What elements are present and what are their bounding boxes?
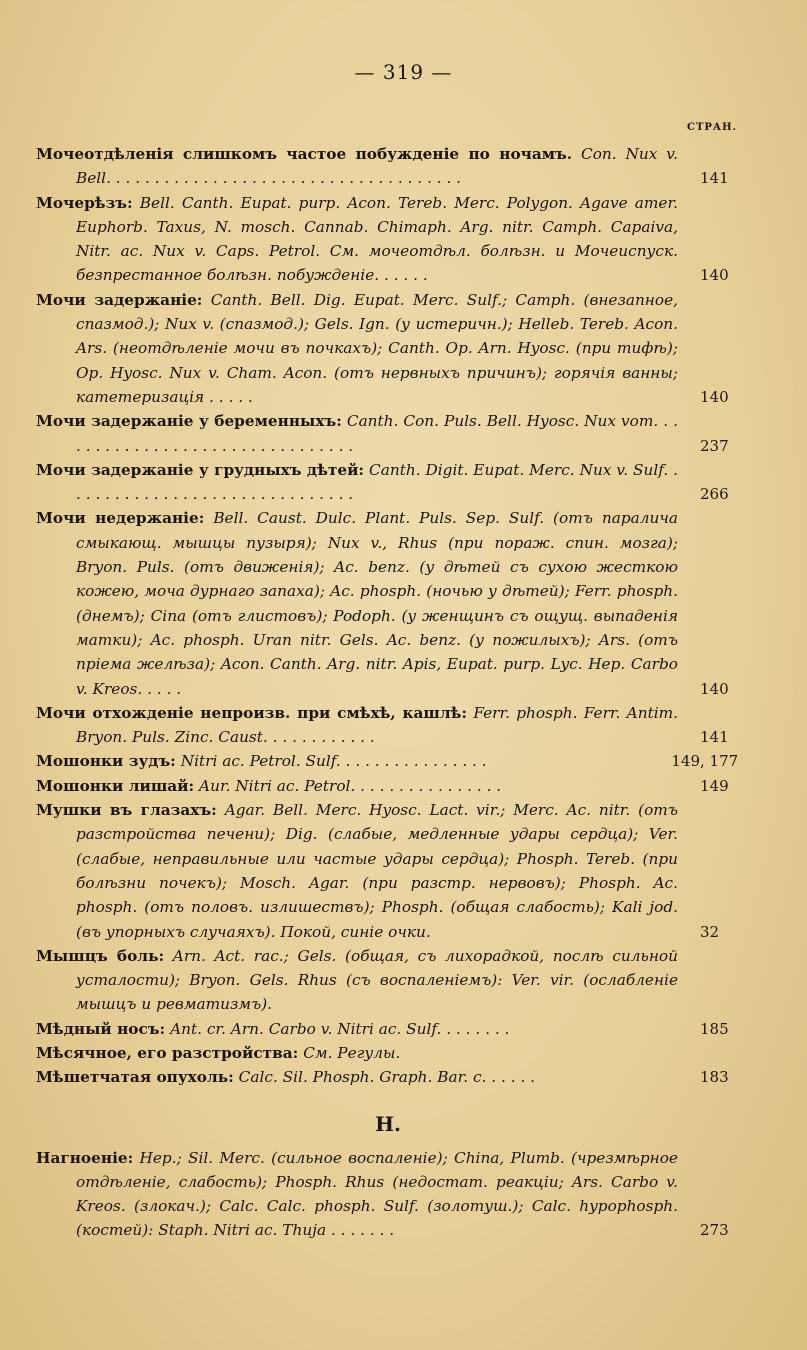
section-letter: Н.	[375, 1111, 401, 1136]
entry-remedies: Aur. Nitri ac. Petrol. . . . . . . . . . . . . . . .	[199, 776, 502, 795]
index-entry	[36, 749, 740, 773]
page-number: — 319 —	[354, 60, 453, 84]
entry-page-ref: 149, 177	[671, 752, 739, 771]
entry-term: Мочи задержаніе:	[36, 290, 203, 309]
index-entry: Мочеотдѣленія слишкомъ частое побужденіе по ночамъ. Con. Nux v. Bell. . . . . . . . . . . . . . . . . . . . . . . . . . . . . . . . . . . . . 141	[36, 145, 729, 188]
entry-term: Мѣдный носъ:	[36, 1019, 166, 1038]
entry-term: Мѣшетчатая опухоль:	[36, 1068, 234, 1087]
entry-term: Мочи задержаніе у грудныхъ дѣтей:	[36, 460, 365, 479]
index-entry: Мошонки лишай: Aur. Nitri ac. Petrol. . . . . . . . . . . . . . . . 149	[36, 776, 729, 795]
entry-term: Мочи задержаніе у беременныхъ:	[36, 412, 342, 431]
entries-section-m	[36, 142, 740, 1090]
index-entry: Мочи недержаніе: Bell. Caust. Dulc. Plant. Puls. Sep. Sulf. (отъ паралича смыкающ. мышцы пузыря); Nux v., Rhus (при пораж. спин. мозга); Bryon. Puls. (отъ движенія); Ac. benz. (у дѣтей съ сухою жесткою кожею, моча дурнаго запаха); Ac. phosph. (ночью у дѣтей); Ferr. phosph. (днемъ); Cina (отъ глистовъ); Podoph. (у женщинъ съ ощущ. выпаденія матки); Ac. phosph. Uran nitr. Gels. Ac. benz. (у пожилыхъ); Ars. (отъ пріема желѣза); Acon. Canth. Arg. nitr. Apis, Eupat. purp. Lyc. Hep. Carbo v. Kreos. . . . . 140	[36, 509, 729, 698]
index-entry: Мочи задержаніе у беременныхъ: Canth. Con. Puls. Bell. Hyosc. Nux vom. . . . . . . . . . . . . . . . . . . . . . . . . . . . . . . . 237	[36, 412, 729, 455]
column-header: СТРАН.	[687, 122, 737, 133]
entry-remedies: Canth. Con. Puls. Bell. Hyosc. Nux vom. . . . . . . . . . . . . . . . . . . . . . . . . . . . . . . .	[76, 412, 678, 455]
index-entry: Мочерѣзъ: Bell. Canth. Eupat. purp. Acon. Tereb. Merc. Polygon. Agave amer. Euphorb. Taxus, N. mosch. Cannab. Chimaph. Arg. nitr. Camph. Capaiva, Nitr. ac. Nux v. Caps. Petrol. См. мочеотдѣл. болѣзн. и Мочеиспуск. безпрестанное болѣзн. побужденіе. . . . . . 140	[36, 193, 729, 285]
index-entry: Мочи отхожденіе непроизв. при смѣхѣ, кашлѣ: Ferr. phosph. Ferr. Antim. Bryon. Puls. Zinc. Caust. . . . . . . . . . . . 141	[36, 703, 729, 747]
index-entry: Мочи задержаніе у грудныхъ дѣтей: Canth. Digit. Eupat. Merc. Nux v. Sulf. . . . . . . . . . . . . . . . . . . . . . . . . . . . . . . 266	[36, 460, 729, 504]
entry-remedies: Con. Nux v. Bell. . . . . . . . . . . . . . . . . . . . . . . . . . . . . . . . . . . . .	[76, 145, 678, 188]
index-entry: Мѣшетчатая опухоль: Calc. Sil. Phosph. Graph. Bar. c. . . . . . 183	[36, 1068, 729, 1087]
entry-term: Мочи отхожденіе непроизв. при смѣхѣ, кашлѣ:	[36, 703, 468, 722]
entry-term: Мошонки лишай:	[36, 776, 195, 795]
entry-term: Мочерѣзъ:	[36, 193, 133, 212]
entry-remedies: Ant. cr. Arn. Carbo v. Nitri ac. Sulf. . . . . . . .	[170, 1019, 510, 1038]
entry-remedies: Canth. Digit. Eupat. Merc. Nux v. Sulf. . . . . . . . . . . . . . . . . . . . . . . . . . . . . . .	[76, 460, 678, 504]
index-entries	[36, 142, 740, 1243]
entry-remedies: Agar. Bell. Merc. Hyosc. Lact. vir.; Merc. Ac. nitr. (отъ разстройства печени); Dig. (слабые, медленные удары сердца); Ver. (слабые, неправильные или частые удары сердца); Phosph. Tereb. (при болѣзни почекъ); Mosch. Agar. (при разстр. нервовъ); Phosph. Ac. phosph. (отъ половъ. излишествъ); Phosph. (общая слабость); Kali jod. (въ упорныхъ случаяхъ). Покой, синіе очки.	[76, 801, 678, 941]
entry-term: Мышцъ боль:	[36, 946, 165, 965]
entry-remedies: Canth. Bell. Dig. Eupat. Merc. Sulf.; Camph. (внезапное, спазмод.); Nux v. (спазмод.); Gels. Ign. (у истеричн.); Helleb. Tereb. Acon. Ars. (неотдѣленіе мочи въ почкахъ); Canth. Op. Arn. Hyosc. (при тифѣ); Op. Hyosc. Nux v. Cham. Acon. (отъ нервныхъ причинъ); горячія ванны; катетеризація . . . . .	[76, 290, 678, 406]
entry-remedies: См. Регулы.	[303, 1043, 401, 1062]
index-entry: Нагноеніе: Hep.; Sil. Merc. (сильное воспаленіе); China, Plumb. (чрезмѣрное отдѣленіе, слабость); Phosph. Rhus (недостат. реакціи; Ars. Carbo v. Kreos. (злокач.); Calc. Calc. phosph. Sulf. (золотуш.); Calc. hypophosph. (костей): Staph. Nitri ac. Thuja . . . . . . . 273	[36, 1148, 729, 1240]
index-entry	[36, 1041, 740, 1065]
entry-term: Мушки въ глазахъ:	[36, 801, 217, 820]
entry-remedies: Bell. Caust. Dulc. Plant. Puls. Sep. Sulf. (отъ паралича смыкающ. мышцы пузыря); Nux v., Rhus (при пораж. спин. мозга); Bryon. Puls. (отъ движенія); Ac. benz. (у дѣтей съ сухою жесткою кожею, моча дурнаго запаха); Ac. phosph. (ночью у дѣтей); Ferr. phosph. (днемъ); Cina (отъ глистовъ); Podoph. (у женщинъ съ ощущ. выпаденія матки); Ac. phosph. Uran nitr. Gels. Ac. benz. (у пожилыхъ); Ars. (отъ пріема желѣза); Acon. Canth. Arg. nitr. Apis, Eupat. purp. Lyc. Hep. Carbo v. Kreos. . . . .	[76, 509, 678, 698]
entry-term: Мочи недержаніе:	[36, 509, 205, 528]
index-entry	[36, 944, 740, 1017]
entry-remedies: Bell. Canth. Eupat. purp. Acon. Tereb. Merc. Polygon. Agave amer. Euphorb. Taxus, N. mosch. Cannab. Chimaph. Arg. nitr. Camph. Capaiva, Nitr. ac. Nux v. Caps. Petrol. См. мочеотдѣл. болѣзн. и Мочеиспуск. безпрестанное болѣзн. побужденіе. . . . . .	[76, 193, 678, 285]
entry-remedies: Hep.; Sil. Merc. (сильное воспаленіе); China, Plumb. (чрезмѣрное отдѣленіе, слабость); Phosph. Rhus (недостат. реакціи; Ars. Carbo v. Kreos. (злокач.); Calc. Calc. phosph. Sulf. (золотуш.); Calc. hypophosph. (костей): Staph. Nitri ac. Thuja . . . . . . .	[76, 1148, 678, 1240]
entry-remedies: Ferr. phosph. Ferr. Antim. Bryon. Puls. Zinc. Caust. . . . . . . . . . . .	[76, 703, 678, 747]
entries-section-n	[36, 1146, 740, 1243]
entry-term: Нагноеніе:	[36, 1148, 134, 1167]
entry-term: Мѣсячное, его разстройства:	[36, 1043, 299, 1062]
index-entry: Мочи задержаніе: Canth. Bell. Dig. Eupat. Merc. Sulf.; Camph. (внезапное, спазмод.); Nux v. (спазмод.); Gels. Ign. (у истеричн.); Helleb. Tereb. Acon. Ars. (неотдѣленіе мочи въ почкахъ); Canth. Op. Arn. Hyosc. (при тифѣ); Op. Hyosc. Nux v. Cham. Acon. (отъ нервныхъ причинъ); горячія ванны; катетеризація . . . . . 140	[36, 290, 729, 406]
entry-remedies: Nitri ac. Petrol. Sulf. . . . . . . . . . . . . . . .	[180, 752, 487, 771]
entry-remedies: Calc. Sil. Phosph. Graph. Bar. c. . . . . .	[238, 1068, 536, 1087]
entry-remedies: Arn. Act. rac.; Gels. (общая, съ лихорадкой, послѣ сильной усталости); Bryon. Gels. Rhus (съ воспаленіемъ): Ver. vir. (ослабленіе мышцъ и ревматизмъ).	[76, 946, 678, 1014]
entry-term: Мочеотдѣленія слишкомъ частое побужденіе по ночамъ.	[36, 145, 573, 163]
entry-term: Мошонки зудъ:	[36, 752, 176, 771]
index-entry: Мѣдный носъ: Ant. cr. Arn. Carbo v. Nitri ac. Sulf. . . . . . . . 185	[36, 1019, 729, 1038]
index-entry: Мушки въ глазахъ: Agar. Bell. Merc. Hyosc. Lact. vir.; Merc. Ac. nitr. (отъ разстройства печени); Dig. (слабые, медленные удары сердца); Ver. (слабые, неправильные или частые удары сердца); Phosph. Tereb. (при болѣзни почекъ); Mosch. Agar. (при разстр. нервовъ); Phosph. Ac. phosph. (отъ половъ. излишествъ); Phosph. (общая слабость); Kali jod. (въ упорныхъ случаяхъ). Покой, синіе очки. 32	[36, 801, 720, 941]
